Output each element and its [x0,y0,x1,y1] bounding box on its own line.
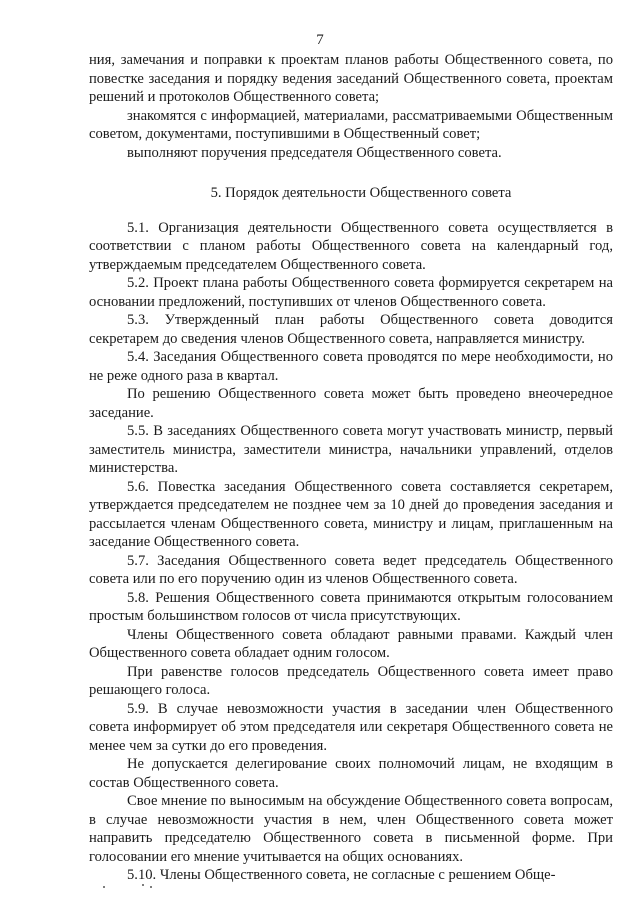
paragraph: 5.3. Утвержденный план работы Общественного совета доводится секретарем до сведения членов Общественного совета, направляется министру. [89,312,613,347]
paragraph: 5.5. В заседаниях Общественного совета могут участвовать министр, первый заместитель министра, заместители министра, начальники управлений, отделов министерства. [89,423,613,476]
paragraph: При равенстве голосов председатель Общественного совета имеет право решающего голоса. [89,663,613,698]
paragraph: 5.10. Члены Общественного совета, не согласные с решением Обще- [127,867,556,883]
page-number: 7 [316,32,324,48]
paragraph: 5.1. Организация деятельности Общественного совета осуществляется в соответствии с планом работы Общественного совета на календарный год, утверждаемым председателем Общественного совета. [89,219,613,273]
paragraph: выполняют поручения председателя Общественного совета. [127,144,502,161]
scan-speck [142,884,144,886]
scan-speck [150,886,152,888]
paragraph: 5.4. Заседания Общественного совета проводятся по мере необходимости, но не реже одного раза в квартал. [89,349,613,384]
scan-speck [103,886,105,888]
paragraph: знакомятся с информацией, материалами, рассматриваемыми Общественным советом, документами, поступившими в Общественный совет; [89,107,613,142]
section-heading: 5. Порядок деятельности Общественного совета [210,185,512,201]
paragraph: Члены Общественного совета обладают равными правами. Каждый член Общественного совета обладает одним голосом. [89,626,613,661]
paragraph: ния, замечания и поправки к проектам планов работы Общественного совета, по повестке заседания и порядку ведения заседаний Общественного совета, проектам решений и протоколов Общественного совета; [89,52,613,105]
paragraph: 5.2. Проект плана работы Общественного совета формируется секретарем на основании предложений, поступивших от членов Общественного совета. [89,275,613,310]
document-body [89,51,613,885]
paragraph: 5.8. Решения Общественного совета принимаются открытым голосованием простым большинством голосов от числа присутствующих. [89,589,613,624]
paragraph: Свое мнение по выносимым на обсуждение Общественного совета вопросам, в случае невозможности участия в нем, член Общественного совета может направить председателю Общественного совета в письменной форме. При голосовании его мнение учитывается на общих основаниях. [89,793,613,865]
paragraph: 5.7. Заседания Общественного совета ведет председатель Общественного совета или по его поручению один из членов Общественного совета. [89,552,613,587]
paragraph: По решению Общественного совета может быть проведено внеочередное заседание. [89,386,613,421]
paragraph: 5.6. Повестка заседания Общественного совета составляется секретарем, утверждается председателем не позднее чем за 10 дней до проведения заседания и рассылается членам Общественного совета, министру и лицам, приглашенным на заседание Общественного совета. [89,478,613,550]
paragraph: Не допускается делегирование своих полномочий лицам, не входящим в состав Общественного совета. [89,756,613,791]
paragraph: 5.9. В случае невозможности участия в заседании член Общественного совета информирует об этом председателя или секретаря Общественного совета не менее чем за сутки до его проведения. [89,700,613,754]
